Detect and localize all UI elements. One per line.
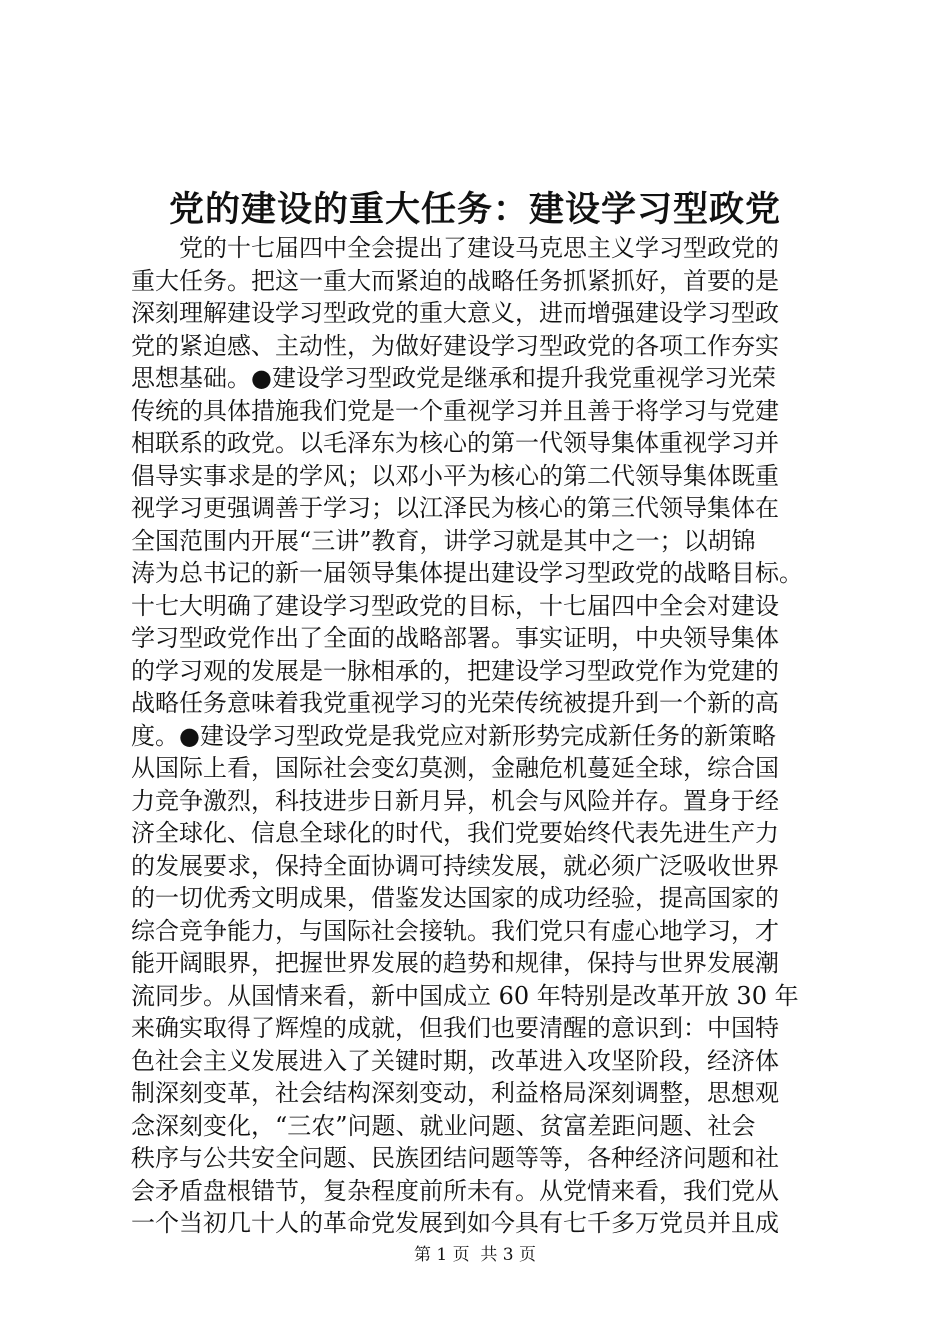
text-line: 的学习观的发展是一脉相承的，把建设学习型政党作为党建的 <box>131 656 779 685</box>
text-line: 能开阔眼界，把握世界发展的趋势和规律，保持与世界发展潮 <box>131 949 779 977</box>
text-line: 会矛盾盘根错节，复杂程度前所未有。从党情来看，我们党从 <box>131 1176 779 1205</box>
text-line: 力竞争激烈，科技进步日新月异，机会与风险并存。置身于经 <box>131 786 779 815</box>
text-line: 综合竞争能力，与国际社会接轨。我们党只有虚心地学习，才 <box>131 916 779 945</box>
text-line: 的发展要求，保持全面协调可持续发展，就必须广泛吸收世界 <box>131 851 779 880</box>
text-line: 相联系的政党。以毛泽东为核心的第一代领导集体重视学习并 <box>131 429 779 457</box>
text-line: 党的十七届四中全会提出了建设马克思主义学习型政党的 <box>131 234 779 262</box>
text-line: 的一切优秀文明成果，借鉴发达国家的成功经验，提高国家的 <box>131 884 779 912</box>
text-line: 秩序与公共安全问题、民族团结问题等等，各种经济问题和社 <box>131 1144 779 1172</box>
text-line: 从国际上看，国际社会变幻莫测，金融危机蔓延全球，综合国 <box>131 754 779 782</box>
text-line: 传统的具体措施我们党是一个重视学习并且善于将学习与党建 <box>131 396 779 425</box>
text-line: 倡导实事求是的学风；以邓小平为核心的第二代领导集体既重 <box>131 461 779 490</box>
text-line: 来确实取得了辉煌的成就，但我们也要清醒的意识到：中国特 <box>131 1014 779 1042</box>
text-line: 涛为总书记的新一届领导集体提出建设学习型政党的战略目标。 <box>131 559 803 587</box>
body-paragraph <box>131 232 831 1240</box>
text-line: 度。●建设学习型政党是我党应对新形势完成新任务的新策略 <box>131 721 776 750</box>
text-line: 深刻理解建设学习型政党的重大意义，进而增强建设学习型政 <box>131 299 779 327</box>
text-line: 党的紧迫感、主动性，为做好建设学习型政党的各项工作夯实 <box>131 331 779 360</box>
page-footer: 第 1 页 共 3 页 <box>413 1245 537 1265</box>
text-line: 十七大明确了建设学习型政党的目标，十七届四中全会对建设 <box>131 591 779 620</box>
text-line: 视学习更强调善于学习；以江泽民为核心的第三代领导集体在 <box>131 494 779 522</box>
text-line: 战略任务意味着我党重视学习的光荣传统被提升到一个新的高 <box>131 689 779 717</box>
text-line: 流同步。从国情来看，新中国成立 60 年特别是改革开放 30 年 <box>131 981 799 1010</box>
text-line: 重大任务。把这一重大而紧迫的战略任务抓紧抓好，首要的是 <box>131 266 779 295</box>
text-line: 全国范围内开展“三讲”教育，讲学习就是其中之一；以胡锦 <box>131 526 756 555</box>
text-line: 一个当初几十人的革命党发展到如今具有七千多万党员并且成 <box>131 1209 779 1237</box>
text-line: 学习型政党作出了全面的战略部署。事实证明，中央领导集体 <box>131 624 779 652</box>
page-title: 党的建设的重大任务：建设学习型政党 <box>168 189 781 230</box>
text-line: 思想基础。●建设学习型政党是继承和提升我党重视学习光荣 <box>131 364 776 392</box>
text-line: 济全球化、信息全球化的时代，我们党要始终代表先进生产力 <box>131 819 779 847</box>
text-line: 色社会主义发展进入了关键时期，改革进入攻坚阶段，经济体 <box>131 1046 779 1075</box>
text-line: 念深刻变化，“三农”问题、就业问题、贫富差距问题、社会 <box>131 1111 756 1140</box>
text-line: 制深刻变革，社会结构深刻变动，利益格局深刻调整，思想观 <box>131 1079 779 1107</box>
